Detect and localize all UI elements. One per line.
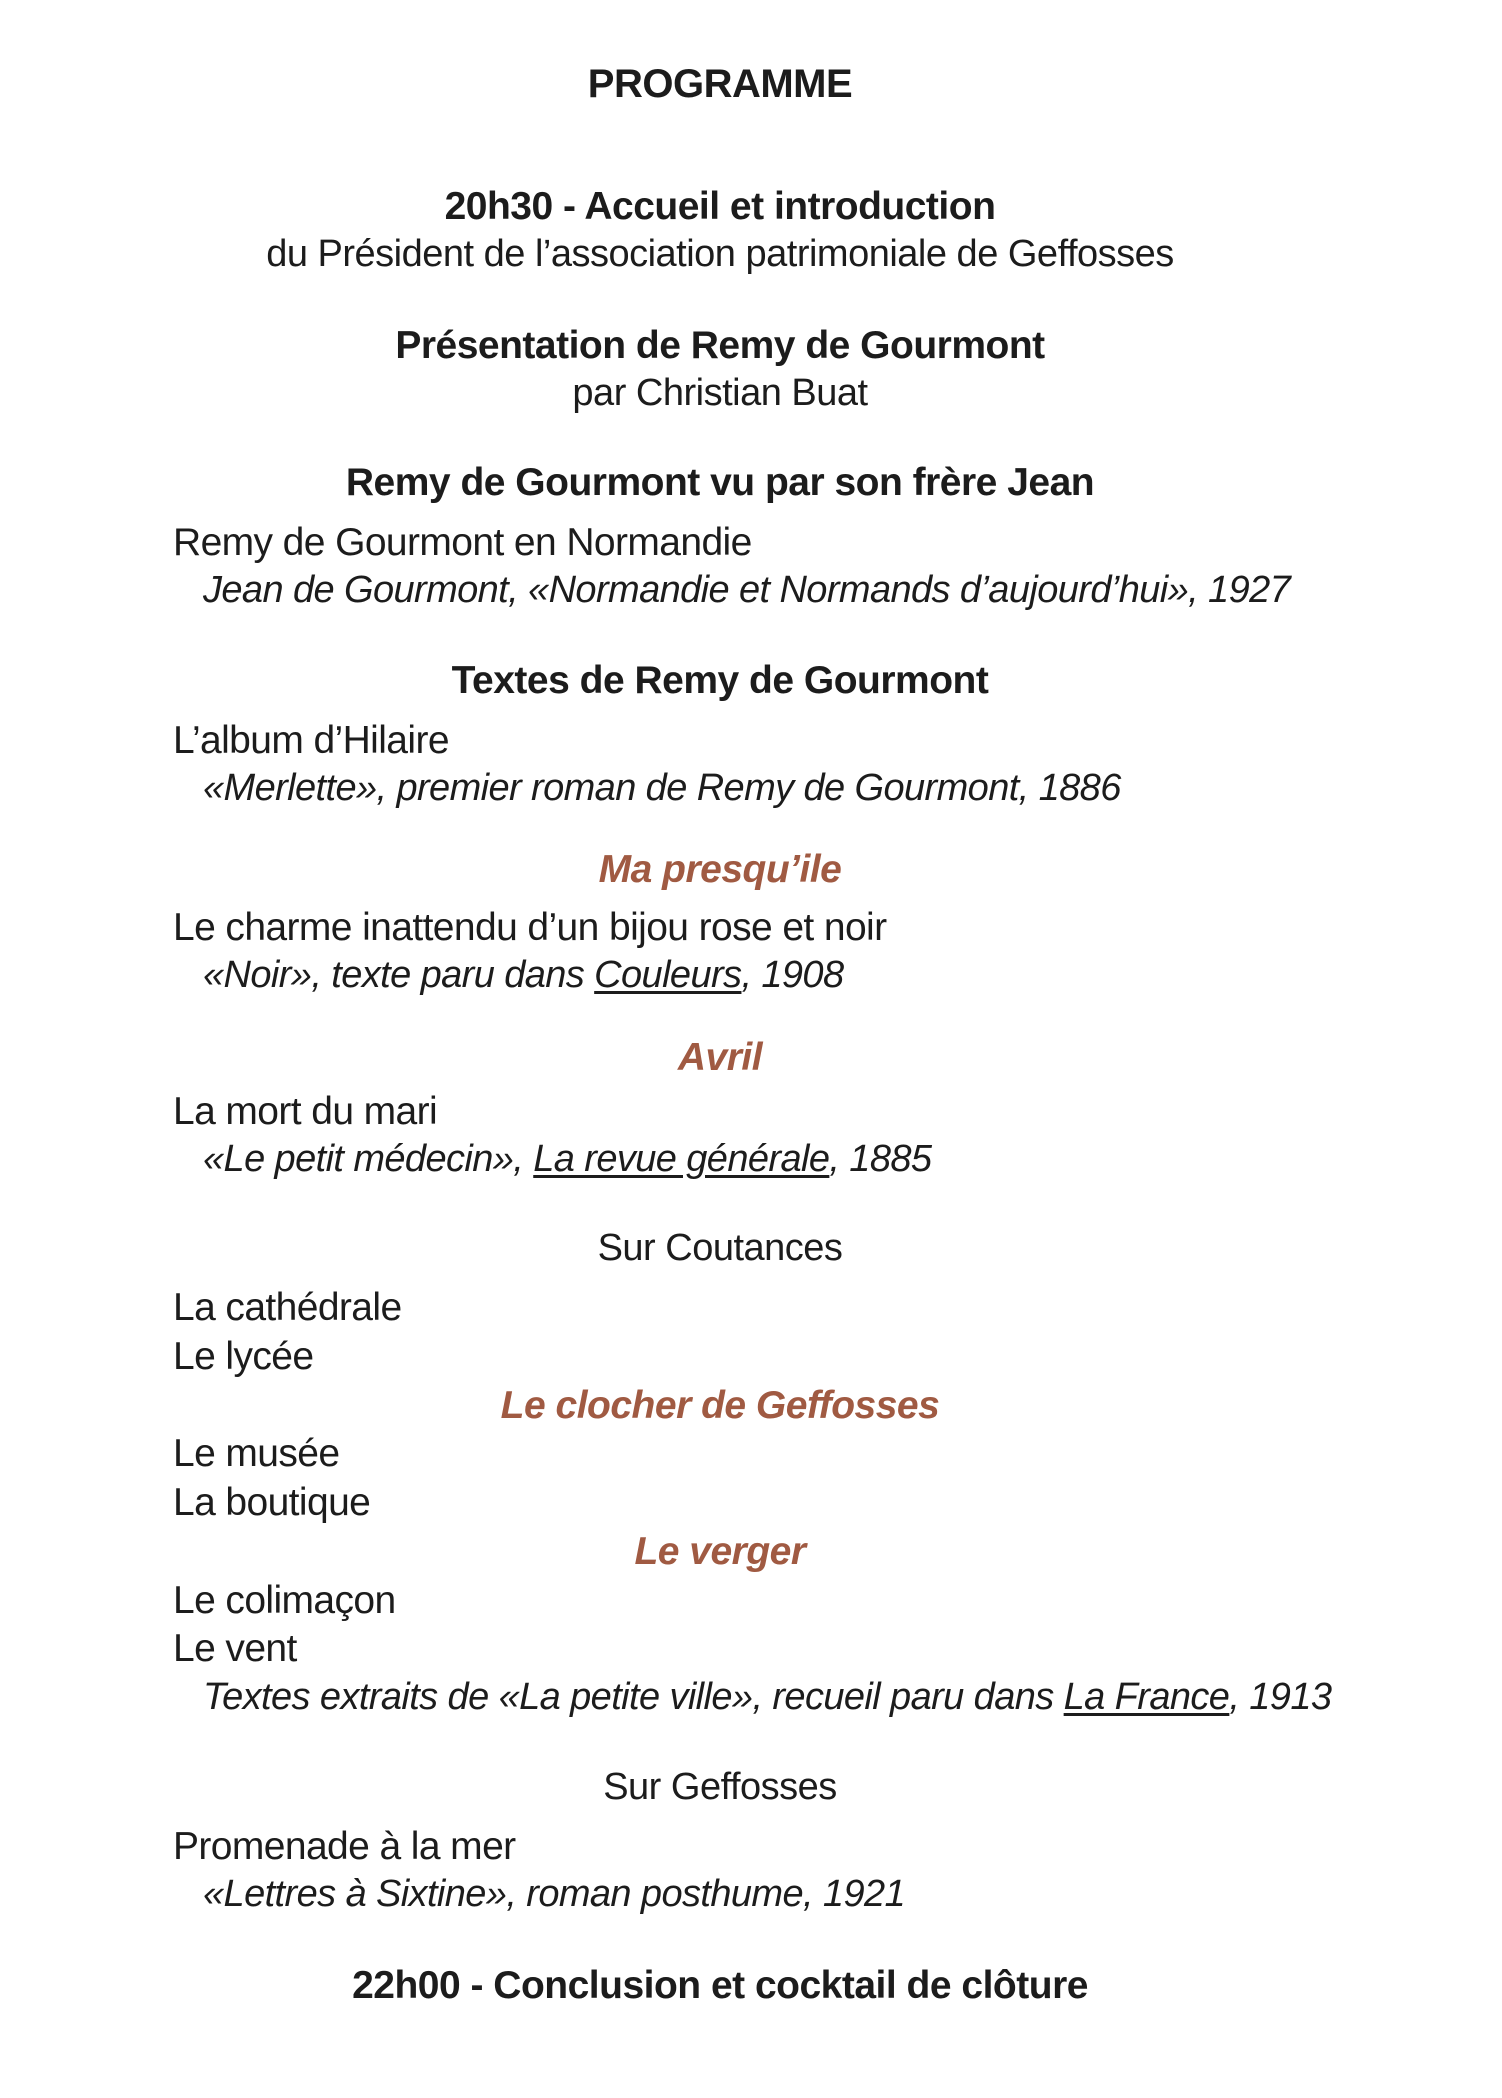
textes-heading: Textes de Remy de Gourmont (451, 659, 989, 702)
geffosses-heading: Sur Geffosses (603, 1766, 837, 1808)
avril-source-title: La revue générale (533, 1138, 830, 1180)
presquile-source: «Noir», texte paru dans Couleurs, 1908 (203, 954, 844, 996)
verger-heading: Le verger (634, 1530, 806, 1573)
list-item: La boutique (173, 1481, 371, 1524)
coutances-source: Textes extraits de «La petite ville», recueil paru dans La France, 1913 (203, 1676, 1332, 1718)
list-item: La cathédrale (173, 1286, 402, 1329)
avril-heading: Avril (677, 1036, 763, 1079)
textes-source: «Merlette», premier roman de Remy de Gourmont, 1886 (203, 767, 1121, 809)
clocher-heading: Le clocher de Geffosses (500, 1384, 940, 1427)
avril-source: «Le petit médecin», La revue générale, 1885 (203, 1138, 932, 1180)
coutances-source-title: La France (1063, 1676, 1230, 1718)
list-item: Le musée (173, 1432, 340, 1475)
frere-source: Jean de Gourmont, «Normandie et Normands d’aujourd’hui», 1927 (203, 569, 1291, 611)
presquile-item: Le charme inattendu d’un bijou rose et noir (173, 906, 887, 949)
presquile-source-title: Couleurs (594, 954, 742, 996)
accueil-heading: 20h30 - Accueil et introduction (444, 185, 996, 228)
coutances-heading: Sur Coutances (597, 1227, 843, 1269)
page-title: PROGRAMME (587, 62, 853, 106)
frere-heading: Remy de Gourmont vu par son frère Jean (345, 461, 1095, 504)
geffosses-item: Promenade à la mer (173, 1825, 516, 1868)
avril-item: La mort du mari (173, 1090, 438, 1133)
geffosses-source: «Lettres à Sixtine», roman posthume, 1921 (203, 1873, 906, 1915)
accueil-subtitle: du Président de l’association patrimoniale de Geffosses (266, 233, 1174, 275)
presquile-heading: Ma presqu’ile (598, 848, 842, 891)
presentation-subtitle: par Christian Buat (572, 372, 868, 414)
list-item: Le vent (173, 1627, 297, 1670)
presentation-heading: Présentation de Remy de Gourmont (395, 324, 1045, 367)
list-item: Le lycée (173, 1335, 314, 1378)
textes-item: L’album d’Hilaire (173, 719, 449, 762)
list-item: Le colimaçon (173, 1579, 396, 1622)
frere-item: Remy de Gourmont en Normandie (173, 521, 752, 564)
conclusion-heading: 22h00 - Conclusion et cocktail de clôture (352, 1964, 1088, 2007)
